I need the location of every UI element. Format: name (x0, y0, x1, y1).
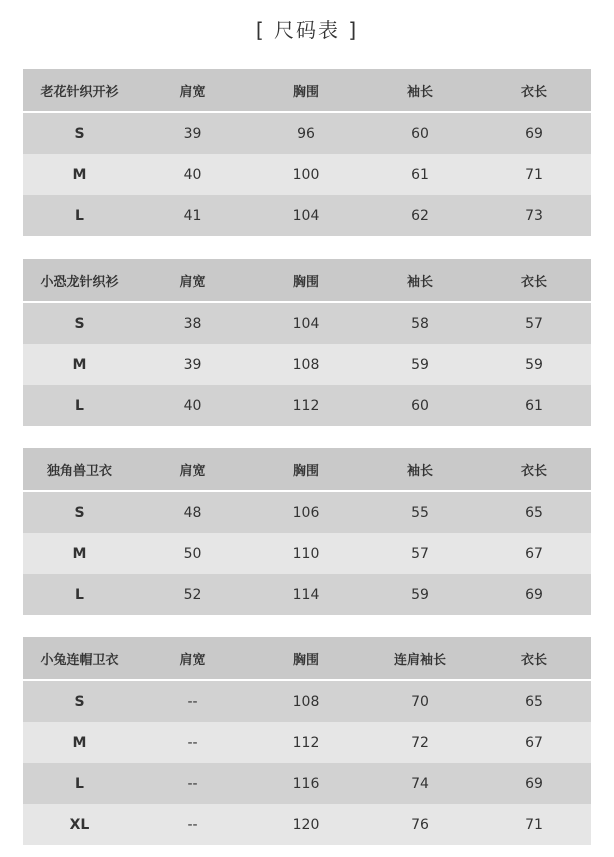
shoulder-value: 39 (183, 125, 202, 142)
chest-value: 104 (292, 315, 320, 332)
column-header-chest: 胸围 (292, 84, 319, 100)
column-header-sleeve: 连肩袖长 (393, 652, 446, 668)
column-header-shoulder: 肩宽 (179, 84, 206, 100)
length-value: 65 (525, 504, 543, 521)
table-row (23, 303, 591, 344)
length-value: 59 (525, 356, 543, 373)
shoulder-value: 48 (183, 504, 202, 521)
length-value: 71 (525, 816, 543, 833)
column-header-shoulder: 肩宽 (179, 274, 206, 290)
sleeve-value: 57 (411, 545, 429, 562)
sleeve-value: 59 (411, 356, 429, 373)
size-label: S (74, 504, 85, 521)
size-label: L (75, 586, 84, 603)
shoulder-value: -- (187, 816, 198, 833)
table-header-row (23, 259, 591, 303)
length-value: 67 (525, 545, 543, 562)
chest-value: 108 (292, 356, 320, 373)
table-row (23, 681, 591, 722)
length-value: 73 (525, 207, 543, 224)
length-value: 69 (525, 125, 543, 142)
product-name-header: 小兔连帽卫衣 (40, 652, 119, 668)
length-value: 69 (525, 775, 543, 792)
size-label: S (74, 693, 85, 710)
column-header-shoulder: 肩宽 (179, 652, 206, 668)
column-header-length: 衣长 (520, 274, 547, 290)
size-label: M (72, 356, 87, 373)
chest-value: 100 (292, 166, 320, 183)
shoulder-value: 41 (183, 207, 202, 224)
table-row (23, 195, 591, 236)
column-header-length: 衣长 (520, 84, 547, 100)
table-header-row (23, 448, 591, 492)
length-value: 67 (525, 734, 543, 751)
sleeve-value: 59 (411, 586, 429, 603)
length-value: 69 (525, 586, 543, 603)
chest-value: 112 (292, 734, 320, 751)
shoulder-value: 38 (183, 315, 202, 332)
table-row (23, 492, 591, 533)
length-value: 71 (525, 166, 543, 183)
table-header-row (23, 637, 591, 681)
chest-value: 104 (292, 207, 320, 224)
length-value: 61 (525, 397, 543, 414)
sleeve-value: 60 (411, 397, 429, 414)
sleeve-value: 72 (411, 734, 429, 751)
column-header-length: 衣长 (520, 652, 547, 668)
column-header-chest: 胸围 (292, 463, 319, 479)
size-label: S (74, 125, 85, 142)
shoulder-value: -- (187, 734, 198, 751)
sleeve-value: 55 (411, 504, 429, 521)
sleeve-value: 62 (411, 207, 429, 224)
chest-value: 96 (297, 125, 315, 142)
chest-value: 120 (292, 816, 320, 833)
column-header-shoulder: 肩宽 (179, 463, 206, 479)
table-row (23, 722, 591, 763)
size-label: L (75, 775, 84, 792)
shoulder-value: 52 (183, 586, 202, 603)
column-header-chest: 胸围 (292, 274, 319, 290)
sleeve-value: 58 (411, 315, 429, 332)
length-value: 57 (525, 315, 543, 332)
shoulder-value: 40 (183, 166, 202, 183)
size-table-cardigan (23, 69, 591, 236)
sleeve-value: 70 (411, 693, 429, 710)
size-label: M (72, 166, 87, 183)
table-row (23, 533, 591, 574)
table-row (23, 574, 591, 615)
chest-value: 108 (292, 693, 320, 710)
product-name-header: 老花针织开衫 (40, 84, 119, 100)
shoulder-value: -- (187, 693, 198, 710)
length-value: 65 (525, 693, 543, 710)
size-label: L (75, 397, 84, 414)
column-header-sleeve: 袖长 (406, 463, 433, 479)
column-header-sleeve: 袖长 (406, 84, 433, 100)
product-name-header: 独角兽卫衣 (46, 463, 112, 479)
table-row (23, 385, 591, 426)
size-label: L (75, 207, 84, 224)
shoulder-value: 39 (183, 356, 202, 373)
table-row (23, 344, 591, 385)
shoulder-value: 50 (183, 545, 202, 562)
table-header-row (23, 69, 591, 113)
sleeve-value: 61 (411, 166, 429, 183)
product-name-header: 小恐龙针织衫 (40, 274, 119, 290)
shoulder-value: 40 (183, 397, 202, 414)
sleeve-value: 76 (411, 816, 429, 833)
size-table-unicorn-sweatshirt (23, 448, 591, 615)
table-row (23, 113, 591, 154)
page-title: [ 尺码表 ] (255, 18, 359, 42)
sleeve-value: 60 (411, 125, 429, 142)
table-row (23, 763, 591, 804)
chest-value: 114 (292, 586, 320, 603)
column-header-sleeve: 袖长 (406, 274, 433, 290)
column-header-length: 衣长 (520, 463, 547, 479)
size-label: M (72, 734, 87, 751)
column-header-chest: 胸围 (292, 652, 319, 668)
table-row (23, 804, 591, 845)
size-label: XL (69, 816, 90, 833)
chest-value: 112 (292, 397, 320, 414)
size-label: M (72, 545, 87, 562)
table-row (23, 154, 591, 195)
size-table-rabbit-hoodie (23, 637, 591, 845)
chest-value: 110 (292, 545, 320, 562)
size-table-dinosaur-knit (23, 259, 591, 426)
shoulder-value: -- (187, 775, 198, 792)
chest-value: 116 (292, 775, 320, 792)
sleeve-value: 74 (411, 775, 429, 792)
size-label: S (74, 315, 85, 332)
chest-value: 106 (292, 504, 320, 521)
